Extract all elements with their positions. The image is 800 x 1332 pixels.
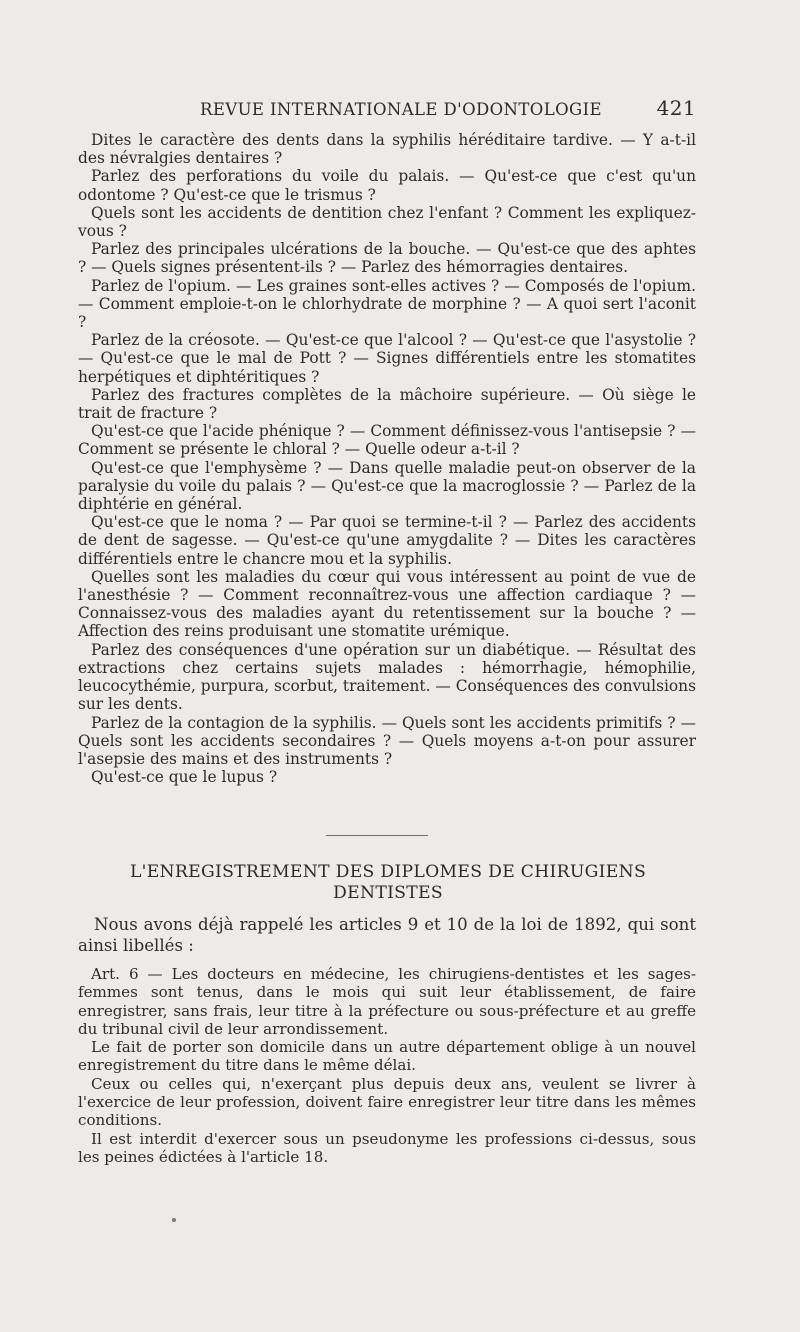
article-paragraph: Ceux ou celles qui, n'exerçant plus depuis deux ans, veulent se livrer à l'exercice de leur profession, doivent faire enregistrer leur titre dans les mêmes conditions. [78, 1074, 696, 1130]
section-intro [78, 915, 696, 956]
article-paragraph: Art. 6 — Les docteurs en médecine, les chirugiens-dentistes et les sages-femmes sont tenus, dans le mois qui suit leur établissement, de faire enregistrer, sans frais, leur titre à la préfecture ou sous-préfecture et au greffe du tribunal civil de leur arrondissement. [78, 965, 696, 1038]
question-paragraph: Qu'est-ce que l'acide phénique ? — Comment définissez-vous l'antisepsie ? — Comment se présente le chloral ? — Quelle odeur a-t-il ? [78, 422, 696, 459]
question-paragraph: Qu'est-ce que le noma ? — Par quoi se termine-t-il ? — Parlez des accidents de dent de sagesse. — Qu'est-ce qu'une amygdalite ? — Dites les caractères différentiels entre le chancre mou et la syphilis. [78, 513, 696, 568]
section-title [98, 862, 678, 904]
question-paragraph: Qu'est-ce que le lupus ? [91, 768, 278, 787]
question-paragraph: Parlez de la contagion de la syphilis. — Quels sont les accidents primitifs ? — Quels sont les accidents secondaires ? — Quels moyens a-t-on pour assurer l'asepsie des mains et des instruments ? [78, 713, 696, 768]
law-articles [78, 965, 696, 1166]
question-paragraph: Quelles sont les maladies du cœur qui vous intéressent au point de vue de l'anesthésie ? — Comment reconnaîtrez-vous une affection cardiaque ? — Connaissez-vous des maladies ayant du retentissement sur la bouche ? — Affection des reins produisant une stomatite urémique. [78, 567, 696, 641]
running-title: REVUE INTERNATIONALE D'ODONTOLOGIE [200, 100, 602, 119]
section-title-line: DENTISTES [333, 883, 443, 903]
question-paragraph: Parlez des fractures complètes de la mâchoire supérieure. — Où siège le trait de fracture ? [78, 385, 696, 423]
page-header [78, 96, 696, 126]
question-paragraph: Parlez de l'opium. — Les graines sont-elles actives ? — Composés de l'opium. — Comment emploie-t-on le chlorhydrate de morphine ? — A quoi sert l'aconit ? [78, 276, 696, 332]
exam-questions [78, 131, 696, 786]
section-title-line: L'ENREGISTREMENT DES DIPLOMES DE CHIRUGIENS [129, 862, 647, 882]
paper-speck [172, 1218, 176, 1222]
question-paragraph: Parlez des perforations du voile du palais. — Qu'est-ce que c'est qu'un odontome ? Qu'est-ce que le trismus ? [78, 167, 696, 204]
question-paragraph: Qu'est-ce que l'emphysème ? — Dans quelle maladie peut-on observer de la paralysie du voile du palais ? — Qu'est-ce que la macroglossie ? — Parlez de la diphtérie en général. [78, 458, 696, 514]
question-paragraph: Dites le caractère des dents dans la syphilis héréditaire tardive. — Y a-t-il des névralgies dentaires ? [78, 131, 696, 168]
question-paragraph: Parlez des principales ulcérations de la bouche. — Qu'est-ce que des aphtes ? — Quels signes présentent-ils ? — Parlez des hémorragies dentaires. [78, 240, 696, 277]
article-paragraph: Il est interdit d'exercer sous un pseudonyme les professions ci-dessus, sous les peines édictées à l'article 18. [78, 1129, 696, 1166]
question-paragraph: Parlez de la créosote. — Qu'est-ce que l'alcool ? — Qu'est-ce que l'asystolie ? — Qu'est-ce que le mal de Pott ? — Signes différentiels entre les stomatites herpétiques et diphtéritiques ? [78, 331, 696, 386]
intro-paragraph: Nous avons déjà rappelé les articles 9 et 10 de la loi de 1892, qui sont ainsi libellés : [78, 915, 696, 955]
page-number: 421 [656, 96, 696, 120]
question-paragraph: Parlez des conséquences d'une opération sur un diabétique. — Résultat des extractions chez certains sujets malades : hémorrhagie, hémophilie, leucocythémie, purpura, scorbut, traitement. — Conséquences des convulsions sur les dents. [78, 640, 696, 714]
question-paragraph: Quels sont les accidents de dentition chez l'enfant ? Comment les expliquez-vous ? [78, 203, 696, 241]
section-divider [326, 835, 428, 836]
article-paragraph: Le fait de porter son domicile dans un autre département oblige à un nouvel enregistrement du titre dans le même délai. [78, 1038, 696, 1075]
